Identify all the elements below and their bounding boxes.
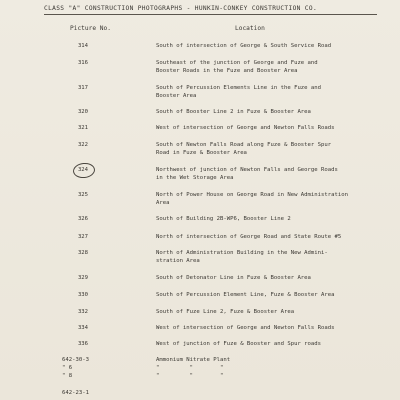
- location-text: North of intersection of George Road and State Route #5: [156, 234, 342, 240]
- location-text: South of Percussion Elements Line in the Fuze and Booster Area: [156, 85, 322, 99]
- location-text: South of Building 2B-WP6, Booster Line 2: [156, 216, 291, 222]
- picture-number: 332: [77, 309, 89, 315]
- location-text: North of Administration Building in the New Admini- stration Area: [156, 250, 328, 264]
- picture-number: 336: [77, 341, 89, 347]
- location-text: South of Fuze Line 2, Fuze & Booster Area: [156, 309, 295, 315]
- picture-number: 314: [77, 43, 89, 49]
- column-header-picture-no: Picture No.: [70, 25, 111, 32]
- location-text: West of intersection of George and Newton Falls Roads: [156, 325, 335, 331]
- picture-number: 326: [77, 216, 89, 222]
- picture-number: 325: [77, 192, 89, 198]
- picture-number: 642-23-1: [62, 390, 89, 396]
- picture-number: 642-30-3: [62, 357, 89, 363]
- picture-number: 329: [77, 275, 89, 281]
- picture-number: 317: [77, 85, 89, 91]
- location-text: South of Detonator Line in Fuze & Booster Area: [156, 275, 311, 281]
- location-text: South of intersection of George & South Service Road: [156, 43, 332, 49]
- picture-number: 334: [77, 325, 89, 331]
- picture-number: 327: [77, 234, 89, 240]
- location-text: Northwest of junction of Newton Falls and George Roads in the Wet Storage Area: [156, 167, 338, 181]
- location-text: Ammonium Nitrate Plant: [156, 357, 231, 363]
- location-text: South of Percussion Element Line, Fuze & Booster Area: [156, 292, 335, 298]
- picture-number: " 8: [62, 373, 73, 379]
- location-text: West of intersection of George and Newton Falls Roads: [156, 125, 335, 131]
- document-header: CLASS "A" CONSTRUCTION PHOTOGRAPHS - HUNKIN-CONKEY CONSTRUCTION CO.: [44, 5, 318, 12]
- location-text: South of Booster Line 2 in Fuze & Booster Area: [156, 109, 311, 115]
- picture-number: 330: [77, 292, 89, 298]
- column-header-location: Location: [235, 25, 265, 32]
- picture-number: 316: [77, 60, 89, 66]
- picture-number: 328: [77, 250, 89, 256]
- location-text: Southeast of the junction of George and Fuze and Booster Roads in the Fuze and Booster Area: [156, 60, 318, 74]
- location-text: " " ": [156, 373, 224, 379]
- location-text: North of Power House on George Road in New Administration Area: [156, 192, 348, 206]
- location-text: South of Newton Falls Road along Fuze & Booster Spur Road in Fuze & Booster Area: [156, 142, 332, 156]
- picture-number: 322: [77, 142, 89, 148]
- picture-number: 320: [77, 109, 89, 115]
- picture-number: 321: [77, 125, 89, 131]
- location-text: " " ": [156, 365, 224, 371]
- location-text: West of junction of Fuze & Booster and Spur roads: [156, 341, 322, 347]
- picture-number: 324: [77, 167, 89, 173]
- picture-number: " 6: [62, 365, 73, 371]
